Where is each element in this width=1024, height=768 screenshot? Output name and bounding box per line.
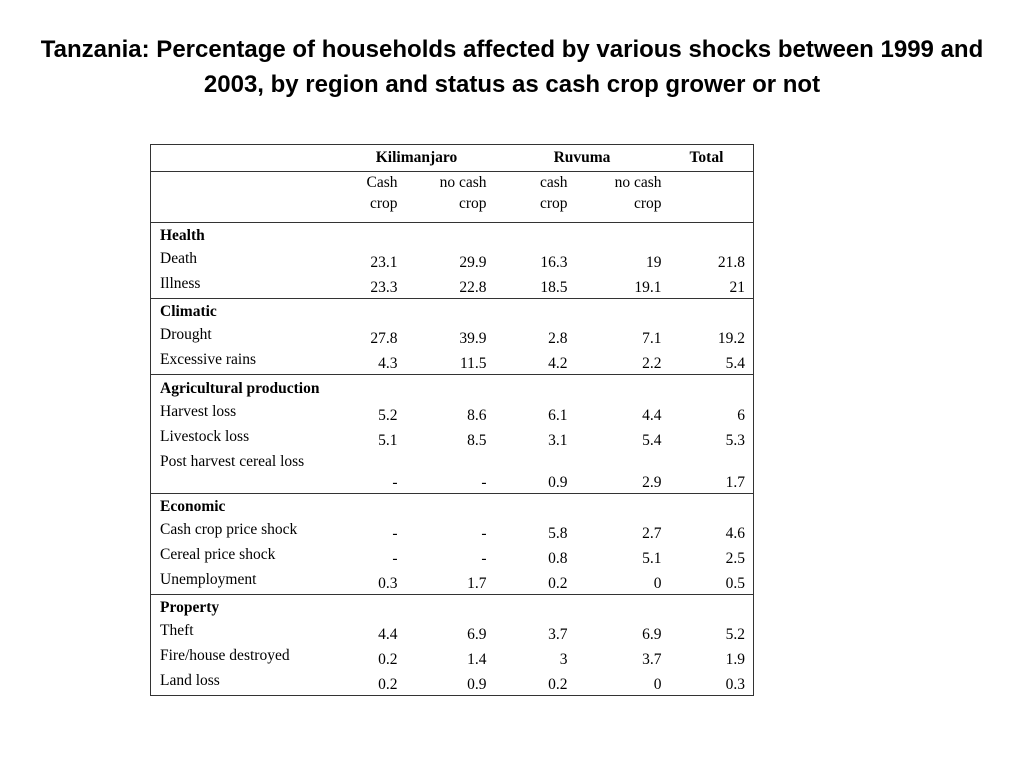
value-cell: 22.8: [459, 279, 487, 296]
table-row: [151, 620, 754, 645]
region-total: Total: [689, 149, 724, 166]
group-header-blank: [495, 375, 576, 402]
subhead-line: crop: [458, 195, 487, 212]
value-cell: 5.1: [642, 550, 662, 567]
subhead-ruvuma-cash: [495, 172, 576, 223]
shocks-table: [150, 144, 754, 696]
region-ruvuma: Ruvuma: [553, 149, 611, 166]
table-row: [151, 519, 754, 544]
subhead-line: no cash: [439, 174, 487, 191]
value-cell: 7.1: [642, 330, 662, 347]
group-header-row: [151, 375, 754, 402]
value-cell: 0.2: [548, 676, 568, 693]
table-row: [151, 401, 754, 426]
group-header-blank: [670, 299, 754, 325]
value-cell: 2.5: [725, 550, 746, 567]
row-label: Fire/house destroyed: [160, 647, 290, 664]
table-row: [151, 349, 754, 375]
table-row: [151, 273, 754, 299]
value-cell: 4.6: [725, 525, 746, 542]
group-name: Economic: [151, 494, 339, 520]
value-cell: 39.9: [459, 330, 487, 347]
value-cell: -: [481, 525, 487, 542]
table-row: [151, 248, 754, 273]
value-cell: 19.2: [717, 330, 746, 347]
corner-cell: [151, 145, 339, 172]
group-header-blank: [576, 494, 670, 520]
value-cell: 0.9: [467, 676, 487, 693]
value-cell: 18.5: [540, 279, 568, 296]
subhead-kilimanjaro-nocash: [406, 172, 495, 223]
value-cell: 2.2: [642, 355, 662, 372]
value-cell: 21: [729, 279, 746, 296]
table-row: [151, 569, 754, 595]
value-cell: 0: [653, 575, 662, 592]
value-cell: -: [392, 550, 398, 567]
value-cell: 23.3: [370, 279, 398, 296]
subhead-ruvuma-nocash: [576, 172, 670, 223]
value-cell: 16.3: [540, 254, 568, 271]
value-cell: 6: [737, 407, 746, 424]
subhead-kilimanjaro-cash: [339, 172, 406, 223]
region-header-row: [151, 145, 754, 172]
group-header-blank: [576, 223, 670, 249]
group-name: Property: [151, 595, 339, 621]
group-header-blank: [339, 494, 406, 520]
value-cell: 0.8: [548, 550, 568, 567]
group-header-blank: [670, 595, 754, 621]
table-row: [151, 324, 754, 349]
subheader-corner: [151, 172, 339, 223]
value-cell: -: [481, 550, 487, 567]
group-header-blank: [339, 223, 406, 249]
value-cell: 4.2: [548, 355, 568, 372]
page-title: Tanzania: Percentage of households affected by various shocks between 1999 and 2003, by region and status as cash crop grower or not: [40, 36, 984, 98]
value-cell: 5.8: [548, 525, 568, 542]
value-cell: -: [481, 474, 487, 491]
row-label: Unemployment: [160, 571, 257, 588]
row-label: Post harvest cereal loss: [160, 453, 305, 470]
row-label: Cash crop price shock: [160, 521, 298, 538]
group-header-blank: [495, 595, 576, 621]
value-cell: 8.5: [467, 432, 487, 449]
group-header-blank: [576, 375, 670, 402]
value-cell: 27.8: [370, 330, 398, 347]
value-cell: -: [392, 474, 398, 491]
value-cell: 0.3: [378, 575, 398, 592]
value-cell: 5.3: [725, 432, 746, 449]
value-cell: 1.9: [725, 651, 746, 668]
value-cell: 0.3: [725, 676, 746, 693]
subheader-row: [151, 172, 754, 223]
row-label: Death: [160, 250, 198, 267]
group-header-blank: [406, 595, 495, 621]
row-label: Excessive rains: [160, 351, 256, 368]
table-row: [151, 451, 754, 494]
table-row: [151, 670, 754, 696]
value-cell: 2.7: [642, 525, 662, 542]
subhead-line: Cash: [366, 174, 398, 191]
subhead-line: cash: [539, 174, 568, 191]
value-cell: 0: [653, 676, 662, 693]
value-cell: 4.4: [642, 407, 662, 424]
group-header-blank: [670, 494, 754, 520]
value-cell: 3.7: [548, 626, 568, 643]
row-label: Land loss: [160, 672, 220, 689]
group-name: Health: [151, 223, 339, 249]
group-header-row: [151, 494, 754, 520]
value-cell: 5.2: [725, 626, 746, 643]
value-cell: 5.1: [378, 432, 398, 449]
value-cell: 1.4: [467, 651, 487, 668]
subhead-line: no cash: [614, 174, 662, 191]
table-row: [151, 544, 754, 569]
table-row: [151, 645, 754, 670]
value-cell: 21.8: [717, 254, 746, 271]
value-cell: 3: [559, 651, 568, 668]
subhead-line: crop: [633, 195, 662, 212]
value-cell: 4.3: [378, 355, 398, 372]
group-header-blank: [406, 299, 495, 325]
row-label: Illness: [160, 275, 201, 292]
value-cell: 8.6: [467, 407, 487, 424]
group-header-blank: [406, 494, 495, 520]
region-kilimanjaro: Kilimanjaro: [375, 149, 458, 166]
group-header-blank: [339, 375, 406, 402]
value-cell: 0.5: [725, 575, 746, 592]
subhead-total-blank: [670, 172, 754, 223]
row-label: Theft: [160, 622, 194, 639]
value-cell: 6.9: [467, 626, 487, 643]
value-cell: 4.4: [378, 626, 398, 643]
row-label: Drought: [160, 326, 212, 343]
value-cell: 1.7: [725, 474, 746, 491]
group-header-blank: [406, 375, 495, 402]
value-cell: 2.8: [548, 330, 568, 347]
value-cell: 23.1: [370, 254, 398, 271]
value-cell: 2.9: [642, 474, 662, 491]
group-header-blank: [339, 299, 406, 325]
subhead-line: crop: [369, 195, 398, 212]
group-header-blank: [670, 375, 754, 402]
value-cell: 11.5: [459, 355, 487, 372]
group-header-row: [151, 595, 754, 621]
value-cell: 3.1: [548, 432, 568, 449]
value-cell: 19: [646, 254, 662, 271]
value-cell: 6.9: [642, 626, 662, 643]
group-header-blank: [576, 595, 670, 621]
row-label: Cereal price shock: [160, 546, 276, 563]
value-cell: 19.1: [634, 279, 662, 296]
row-label: Livestock loss: [160, 428, 250, 445]
group-name: Agricultural production: [151, 375, 339, 402]
value-cell: 1.7: [467, 575, 487, 592]
value-cell: 5.4: [642, 432, 662, 449]
value-cell: 5.4: [725, 355, 746, 372]
row-label: Harvest loss: [160, 403, 237, 420]
group-header-blank: [495, 494, 576, 520]
group-header-blank: [670, 223, 754, 249]
group-header-blank: [495, 223, 576, 249]
value-cell: 29.9: [459, 254, 487, 271]
subhead-line: crop: [539, 195, 568, 212]
group-header-blank: [495, 299, 576, 325]
value-cell: 0.9: [548, 474, 568, 491]
value-cell: 0.2: [378, 676, 398, 693]
value-cell: 5.2: [378, 407, 398, 424]
value-cell: 0.2: [548, 575, 568, 592]
group-header-blank: [406, 223, 495, 249]
value-cell: -: [392, 525, 398, 542]
group-header-row: [151, 223, 754, 249]
group-header-blank: [339, 595, 406, 621]
value-cell: 0.2: [378, 651, 398, 668]
value-cell: 3.7: [642, 651, 662, 668]
group-header-blank: [576, 299, 670, 325]
value-cell: 6.1: [548, 407, 568, 424]
table-row: [151, 426, 754, 451]
group-header-row: [151, 299, 754, 325]
group-name: Climatic: [151, 299, 339, 325]
